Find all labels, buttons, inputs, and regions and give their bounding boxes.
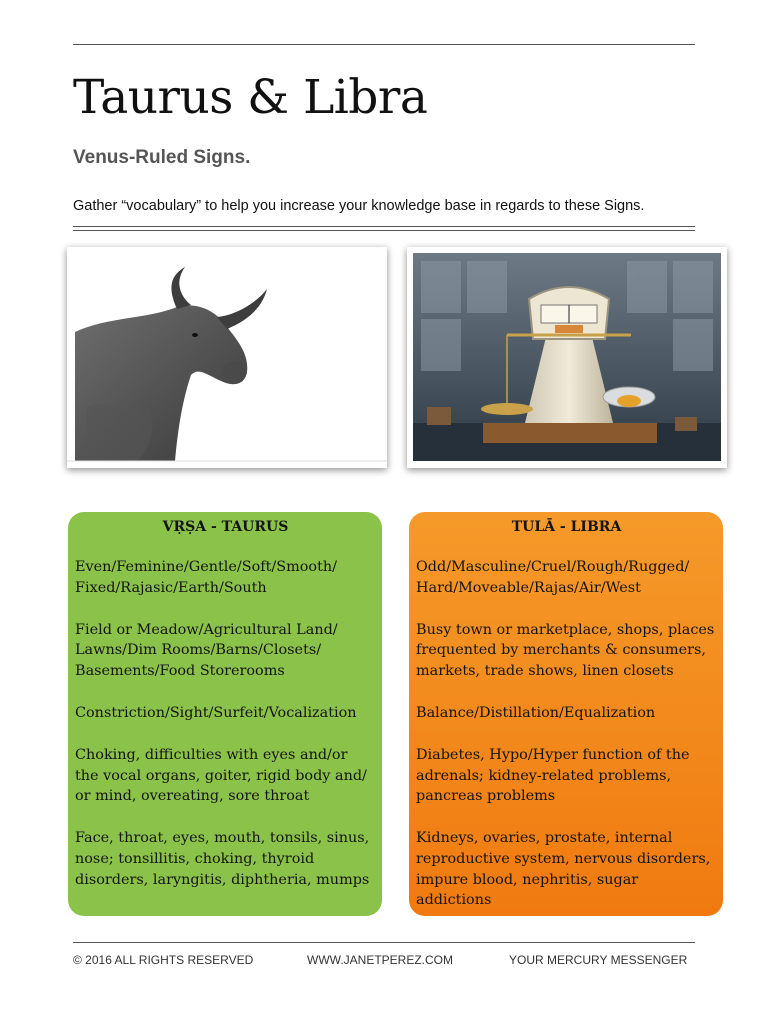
page-title: Taurus & Libra (73, 70, 428, 125)
footer-website[interactable]: WWW.JANETPEREZ.COM (307, 953, 453, 967)
taurus-heading: VṚṢA - TAURUS (162, 519, 289, 535)
intro-text: Gather “vocabulary” to help you increase your knowledge base in regards to these Signs. (73, 198, 645, 214)
footer-tagline: YOUR MERCURY MESSENGER (509, 953, 688, 967)
bull-photo (67, 247, 387, 468)
taurus-places: Field or Meadow/Agricultural Land/ Lawns/Dim Rooms/Barns/Closets/ Basements/Food Storerooms (75, 621, 338, 679)
libra-places: Busy town or marketplace, shops, places frequented by merchants & consumers, markets, trade shows, linen closets (416, 621, 715, 679)
footer-copyright: © 2016 ALL RIGHTS RESERVED (73, 953, 254, 967)
libra-keywords: Balance/Distillation/Equalization (416, 704, 656, 721)
taurus-keywords: Constriction/Sight/Surfeit/Vocalization (75, 704, 357, 721)
libra-heading: TULĀ - LIBRA (511, 519, 622, 535)
weighing-scale-photo (407, 247, 727, 468)
taurus-box (68, 512, 382, 916)
double-rule-bottom (73, 230, 695, 231)
double-rule-top (73, 226, 695, 227)
libra-box (409, 512, 723, 916)
taurus-body-parts: Face, throat, eyes, mouth, tonsils, sinus, nose; tonsillitis, choking, thyroid disorders, laryngitis, diphtheria, mumps (75, 830, 370, 888)
page-subtitle: Venus-Ruled Signs. (73, 147, 251, 168)
taurus-qualities: Even/Feminine/Gentle/Soft/Smooth/ Fixed/Rajasic/Earth/South (75, 559, 337, 596)
footer-rule (73, 942, 695, 943)
libra-ailments: Diabetes, Hypo/Hyper function of the adrenals; kidney-related problems, pancreas problems (416, 747, 690, 805)
taurus-ailments: Choking, difficulties with eyes and/or the vocal organs, goiter, rigid body and/ or mind, overeating, sore throat (75, 747, 367, 805)
libra-qualities: Odd/Masculine/Cruel/Rough/Rugged/ Hard/Moveable/Rajas/Air/West (416, 559, 690, 596)
top-rule (73, 44, 695, 45)
libra-body-parts: Kidneys, ovaries, prostate, internal reproductive system, nervous disorders, impure blood, nephritis, sugar addictions (416, 830, 711, 909)
